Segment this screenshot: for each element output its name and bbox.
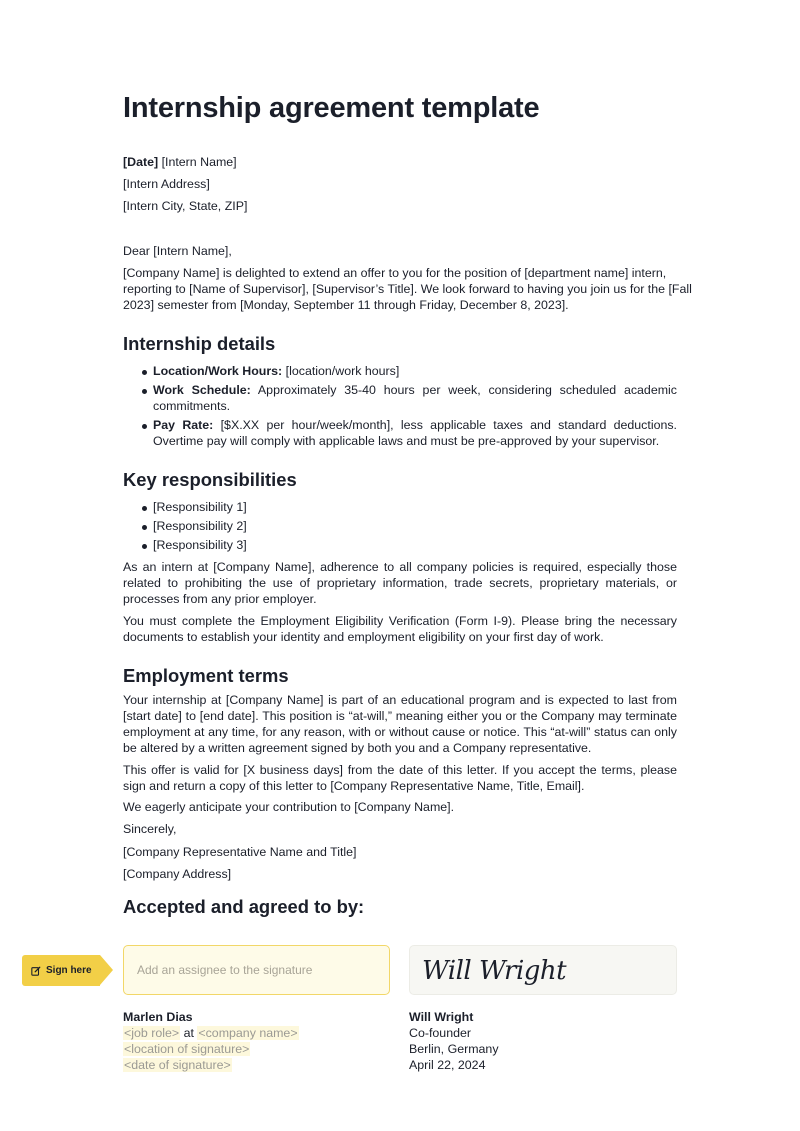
- list-item: [Responsibility 2]: [123, 518, 677, 534]
- closing: Sincerely,: [123, 822, 177, 836]
- intern-city: [Intern City, State, ZIP]: [123, 199, 248, 213]
- signer-left-role-line: [123, 1025, 299, 1041]
- greeting: Dear [Intern Name],: [123, 244, 232, 258]
- internship-details-list: [123, 363, 677, 449]
- handwritten-signature: [410, 946, 677, 995]
- intro-paragraph: [123, 265, 692, 313]
- signature-field-filled[interactable]: [409, 945, 677, 995]
- item-text: Approximately 35-40 hours per week, considering scheduled academic commitments.: [153, 383, 677, 413]
- job-role-placeholder[interactable]: <job role>: [124, 1026, 180, 1040]
- document-title: Internship agreement template: [123, 92, 540, 124]
- intro-line: [Company Name] is delighted to extend an offer to you for the position of [department name] intern,: [123, 266, 667, 280]
- anticipation-paragraph: We eagerly anticipate your contribution to [Company Name].: [123, 800, 455, 814]
- location-placeholder[interactable]: <location of signature>: [124, 1042, 250, 1056]
- item-text: [location/work hours]: [285, 364, 400, 378]
- rep-name: [Company Representative Name and Title]: [123, 845, 357, 859]
- company-name-placeholder[interactable]: <company name>: [198, 1026, 298, 1040]
- item-label: Work Schedule:: [153, 383, 251, 397]
- acceptance-heading: Accepted and agreed to by:: [123, 896, 365, 917]
- i9-paragraph: You must complete the Employment Eligibility Verification (Form I-9). Please bring the necessary documents to establish your identity and employment eligibility on your first day of work.: [123, 614, 677, 644]
- employment-paragraph: Your internship at [Company Name] is part of an educational program and is expected to last from [start date] to [end date]. This position is “at-will,” meaning either you or the Company may terminate employment at any time, for any reason, with or without cause or notice. This “at-will” status can only be altered by a written agreement signed by both you and a Company representative.: [123, 693, 677, 755]
- company-address: [Company Address]: [123, 867, 232, 881]
- policy-paragraph: As an intern at [Company Name], adherence to all company policies is required, especially those related to prohibiting the use of proprietary information, trade secrets, proprietary materials, or processes from any prior employer.: [123, 560, 677, 606]
- item-label: Pay Rate:: [153, 418, 214, 432]
- signature-placeholder: Add an assignee to the signature: [137, 963, 313, 977]
- employment-terms-heading: Employment terms: [123, 665, 289, 686]
- signature-field-empty[interactable]: [123, 945, 390, 995]
- at-word: at: [183, 1026, 194, 1040]
- list-item: [123, 382, 677, 414]
- list-item: [Responsibility 3]: [123, 537, 677, 553]
- list-item: [123, 417, 677, 449]
- signer-right-block: [409, 1009, 499, 1073]
- signer-right-role: Co-founder: [409, 1026, 471, 1040]
- item-text: [$X.XX per hour/week/month], less applicable taxes and standard deductions. Overtime pay will comply with applicable laws and must be pre-approved by your supervisor.: [153, 418, 677, 448]
- signer-right-date: April 22, 2024: [409, 1058, 486, 1072]
- signer-left-block: [123, 1009, 299, 1073]
- date-label: [Date]: [123, 155, 159, 169]
- signature-text: Will Wright: [422, 956, 567, 986]
- intern-name: [Intern Name]: [161, 155, 237, 169]
- intro-line: 2023] semester from [Monday, September 11 through Friday, December 8, 2023].: [123, 298, 569, 312]
- list-item: [Responsibility 1]: [123, 499, 677, 515]
- responsibilities-list: [123, 499, 677, 553]
- intern-address: [Intern Address]: [123, 177, 210, 191]
- intro-line: reporting to [Name of Supervisor], [Supervisor’s Title]. We look forward to having you join us for the [Fall: [123, 282, 692, 296]
- signer-left-name: Marlen Dias: [123, 1010, 193, 1024]
- signer-right-location: Berlin, Germany: [409, 1042, 499, 1056]
- sign-here-button[interactable]: [22, 955, 100, 986]
- offer-validity-paragraph: This offer is valid for [X business days] from the date of this letter. If you accept the terms, please sign and return a copy of this letter to [Company Representative Name, Title, Email].: [123, 763, 677, 793]
- sign-here-label: Sign here: [46, 965, 92, 976]
- item-label: Location/Work Hours:: [153, 364, 283, 378]
- list-item: [123, 363, 677, 379]
- date-line: [123, 154, 677, 170]
- key-responsibilities-heading: Key responsibilities: [123, 469, 297, 490]
- signer-right-name: Will Wright: [409, 1010, 474, 1024]
- internship-details-heading: Internship details: [123, 333, 276, 354]
- date-placeholder[interactable]: <date of signature>: [124, 1058, 231, 1072]
- edit-icon: [31, 966, 41, 976]
